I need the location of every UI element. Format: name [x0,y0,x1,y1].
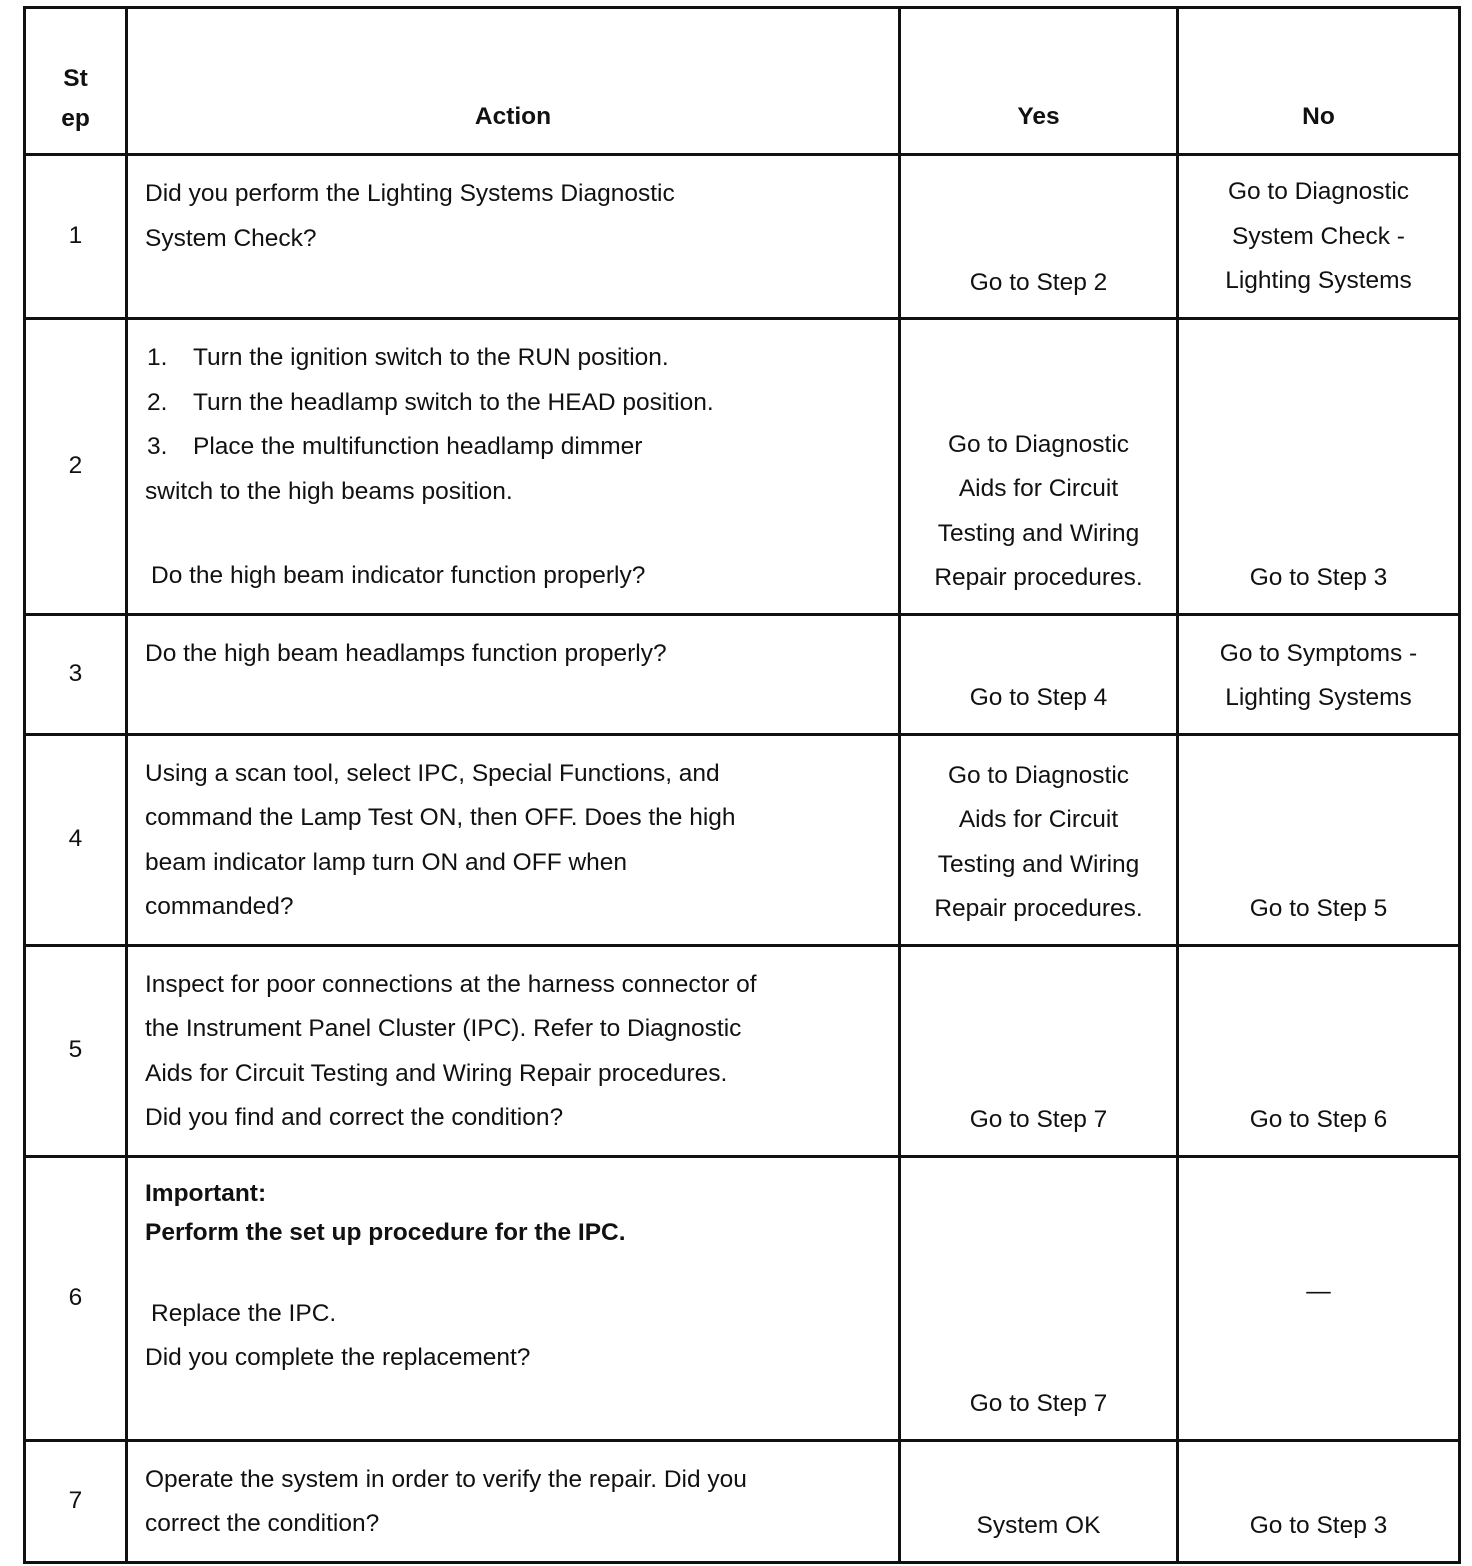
yes-cell: Go to Step 2 [900,155,1178,319]
step-number: 6 [25,1156,127,1440]
no-cell: Go to Step 3 [1178,1440,1460,1562]
table-row [25,614,1460,734]
yes-cell: Go to Diagnostic Aids for Circuit Testing and Wiring Repair procedures. [900,734,1178,945]
action-line: beam indicator lamp turn ON and OFF when [145,848,628,876]
no-cell: — [1178,1156,1460,1440]
step-number: 5 [25,945,127,1156]
action-line: Inspect for poor connections at the harness connector of [145,970,757,998]
action-line: Did you find and correct the condition? [145,1104,564,1131]
table-row [25,1156,1460,1440]
action-line: switch to the high beams position. [145,477,513,505]
header-row [25,8,1460,155]
header-step: St ep [25,8,127,155]
header-no: No [1178,8,1460,155]
action-line: Did you complete the replacement? [145,1344,531,1371]
step-number: 2 [25,319,127,615]
important-label: Important: [145,1179,267,1207]
action-line: Did you perform the Lighting Systems Diagnostic [145,180,675,207]
action-cell [127,1440,900,1562]
table-row [25,319,1460,615]
action-cell [127,945,900,1156]
no-cell: Go to Symptoms - Lighting Systems [1178,614,1460,734]
yes-cell: Go to Diagnostic Aids for Circuit Testing and Wiring Repair procedures. [900,319,1178,615]
yes-cell: Go to Step 7 [900,1156,1178,1440]
action-line: the Instrument Panel Cluster (IPC). Refer to Diagnostic [145,1015,742,1042]
table-row [25,945,1460,1156]
no-cell: Go to Step 5 [1178,734,1460,945]
action-line: Operate the system in order to verify the repair. Did you [145,1465,747,1493]
table-row [25,155,1460,319]
action-cell [127,734,900,945]
action-list-item: 1. Turn the ignition switch to the RUN position. [147,344,669,371]
action-line: System Check? [145,224,317,252]
action-line: command the Lamp Test ON, then OFF. Does the high [145,804,736,831]
action-cell [127,319,900,615]
action-cell [127,614,900,734]
action-cell [127,155,900,319]
header-action: Action [127,8,900,155]
yes-cell: Go to Step 7 [900,945,1178,1156]
step-number: 7 [25,1440,127,1562]
action-cell [127,1156,900,1440]
action-list-item: 2. Turn the headlamp switch to the HEAD position. [147,388,714,416]
no-cell: Go to Step 3 [1178,319,1460,615]
yes-cell: System OK [900,1440,1178,1562]
table-row [25,734,1460,945]
yes-cell: Go to Step 4 [900,614,1178,734]
table-row [25,1440,1460,1562]
action-line: Do the high beam headlamps function properly? [145,639,667,667]
action-question: Do the high beam indicator function properly? [151,562,646,589]
diagnostic-table [23,6,1461,1564]
important-note: Perform the set up procedure for the IPC. [145,1218,626,1246]
step-number: 4 [25,734,127,945]
action-line: Replace the IPC. [151,1299,337,1327]
action-line: Using a scan tool, select IPC, Special Functions, and [145,759,720,787]
header-yes: Yes [900,8,1178,155]
action-list-item: 3. Place the multifunction headlamp dimmer [147,433,643,460]
action-line: commanded? [145,893,294,920]
no-cell: Go to Diagnostic System Check - Lighting Systems [1178,155,1460,319]
action-line: Aids for Circuit Testing and Wiring Repair procedures. [145,1059,728,1087]
no-cell: Go to Step 6 [1178,945,1460,1156]
step-number: 1 [25,155,127,319]
action-line: correct the condition? [145,1510,380,1537]
step-number: 3 [25,614,127,734]
